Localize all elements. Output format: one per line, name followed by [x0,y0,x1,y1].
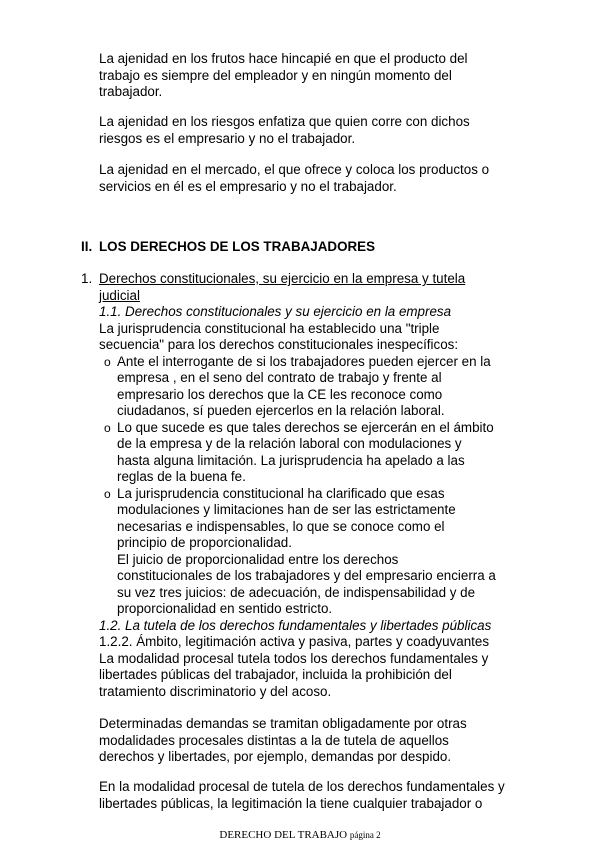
text-line: La ajenidad en los riesgos enfatiza que quien corre con dichos [99,114,470,129]
bullet-icon: o [104,486,111,501]
text-line: Lo que sucede es que tales derechos se ejercerán en el ámbito [117,419,494,435]
text-line: Ante el interrogante de si los trabajadores pueden ejercer en la [117,353,491,369]
text-line: trabajo es siempre del empleador y en ningún momento del [99,67,452,83]
text-line: Determinadas demandas se tramitan obligadamente por otras [99,716,467,731]
text-line: empresario los derechos que la CE les reconoce como [117,386,443,402]
item-heading: judicial [99,287,140,303]
text-line: El juicio de proporcionalidad entre los derechos [117,551,399,567]
page-footer [0,829,600,842]
text-line: La ajenidad en los frutos hace hincapié en que el producto del [99,51,468,66]
text-line: La jurisprudencia constitucional ha establecido una "triple [99,320,440,336]
footer-title: DERECHO DEL TRABAJO [219,829,348,841]
text-line: libertades públicas del trabajador, incluida la prohibición del [99,667,452,682]
text-line: hasta alguna limitación. La jurisprudencia ha apelado a las [117,452,465,468]
text-line: La modalidad procesal tutela todos los derechos fundamentales y [99,650,489,666]
text-line: En la modalidad procesal de tutela de los derechos fundamentales y [99,779,505,794]
text-line: de la empresa y de la relación laboral con modulaciones y [117,436,462,451]
item-heading: Derechos constitucionales, su ejercicio en la empresa y tutela [99,271,466,286]
text-line: La jurisprudencia constitucional ha clarificado que esas [117,485,445,501]
text-line: secuencia" para los derechos constitucionales inespecíficos: [99,337,459,352]
text-line: modulaciones y limitaciones han de ser las estrictamente [117,502,456,517]
text-line: modalidades procesales distintas a la de tutela de aquellos [99,732,449,748]
section-title: LOS DERECHOS DE LOS TRABAJADORES [99,239,376,254]
text-line: trabajador. [99,84,163,99]
text-line: necesarias e indispensables, lo que se conoce como el [117,518,445,534]
subheading: 1.2.2. Ámbito, legitimación activa y pasiva, partes y coadyuvantes [99,634,490,649]
text-line: derechos y libertades, por ejemplo, demandas por despido. [99,749,452,764]
text-line: reglas de la buena fe. [117,469,246,484]
text-line: ciudadanos, sí pueden ejercerlos en la relación laboral. [117,403,445,418]
subheading: 1.1. Derechos constitucionales y su ejercicio en la empresa [99,304,452,319]
text-line: constitucionales de los trabajadores y del empresario encierra a [117,568,496,583]
text-line: proporcionalidad en sentido estricto. [117,601,333,616]
text-line: empresa , en el seno del contrato de trabajo y frente al [117,370,442,385]
bullet-icon: o [104,354,111,369]
text-line: La ajenidad en el mercado, el que ofrece y coloca los productos o [99,162,490,177]
text-line: libertades públicas, la legitimación la tiene cualquier trabajador o [99,795,483,811]
text-line: servicios en él es el empresario y no el trabajador. [99,178,397,194]
page-number: página 2 [349,830,381,840]
text-line: principio de proporcionalidad. [117,535,292,550]
bullet-icon: o [104,420,111,435]
text-line: tratamiento discriminatorio y del acoso. [99,683,332,699]
text-line: riesgos es el empresario y no el trabajador. [99,130,356,146]
subheading: 1.2. La tutela de los derechos fundamentales y libertades públicas [99,617,492,633]
section-number: II. [81,239,93,254]
item-number: 1. [81,271,93,286]
text-line: su vez tres juicios: de adecuación, de indispensabilidad y de [117,584,476,600]
